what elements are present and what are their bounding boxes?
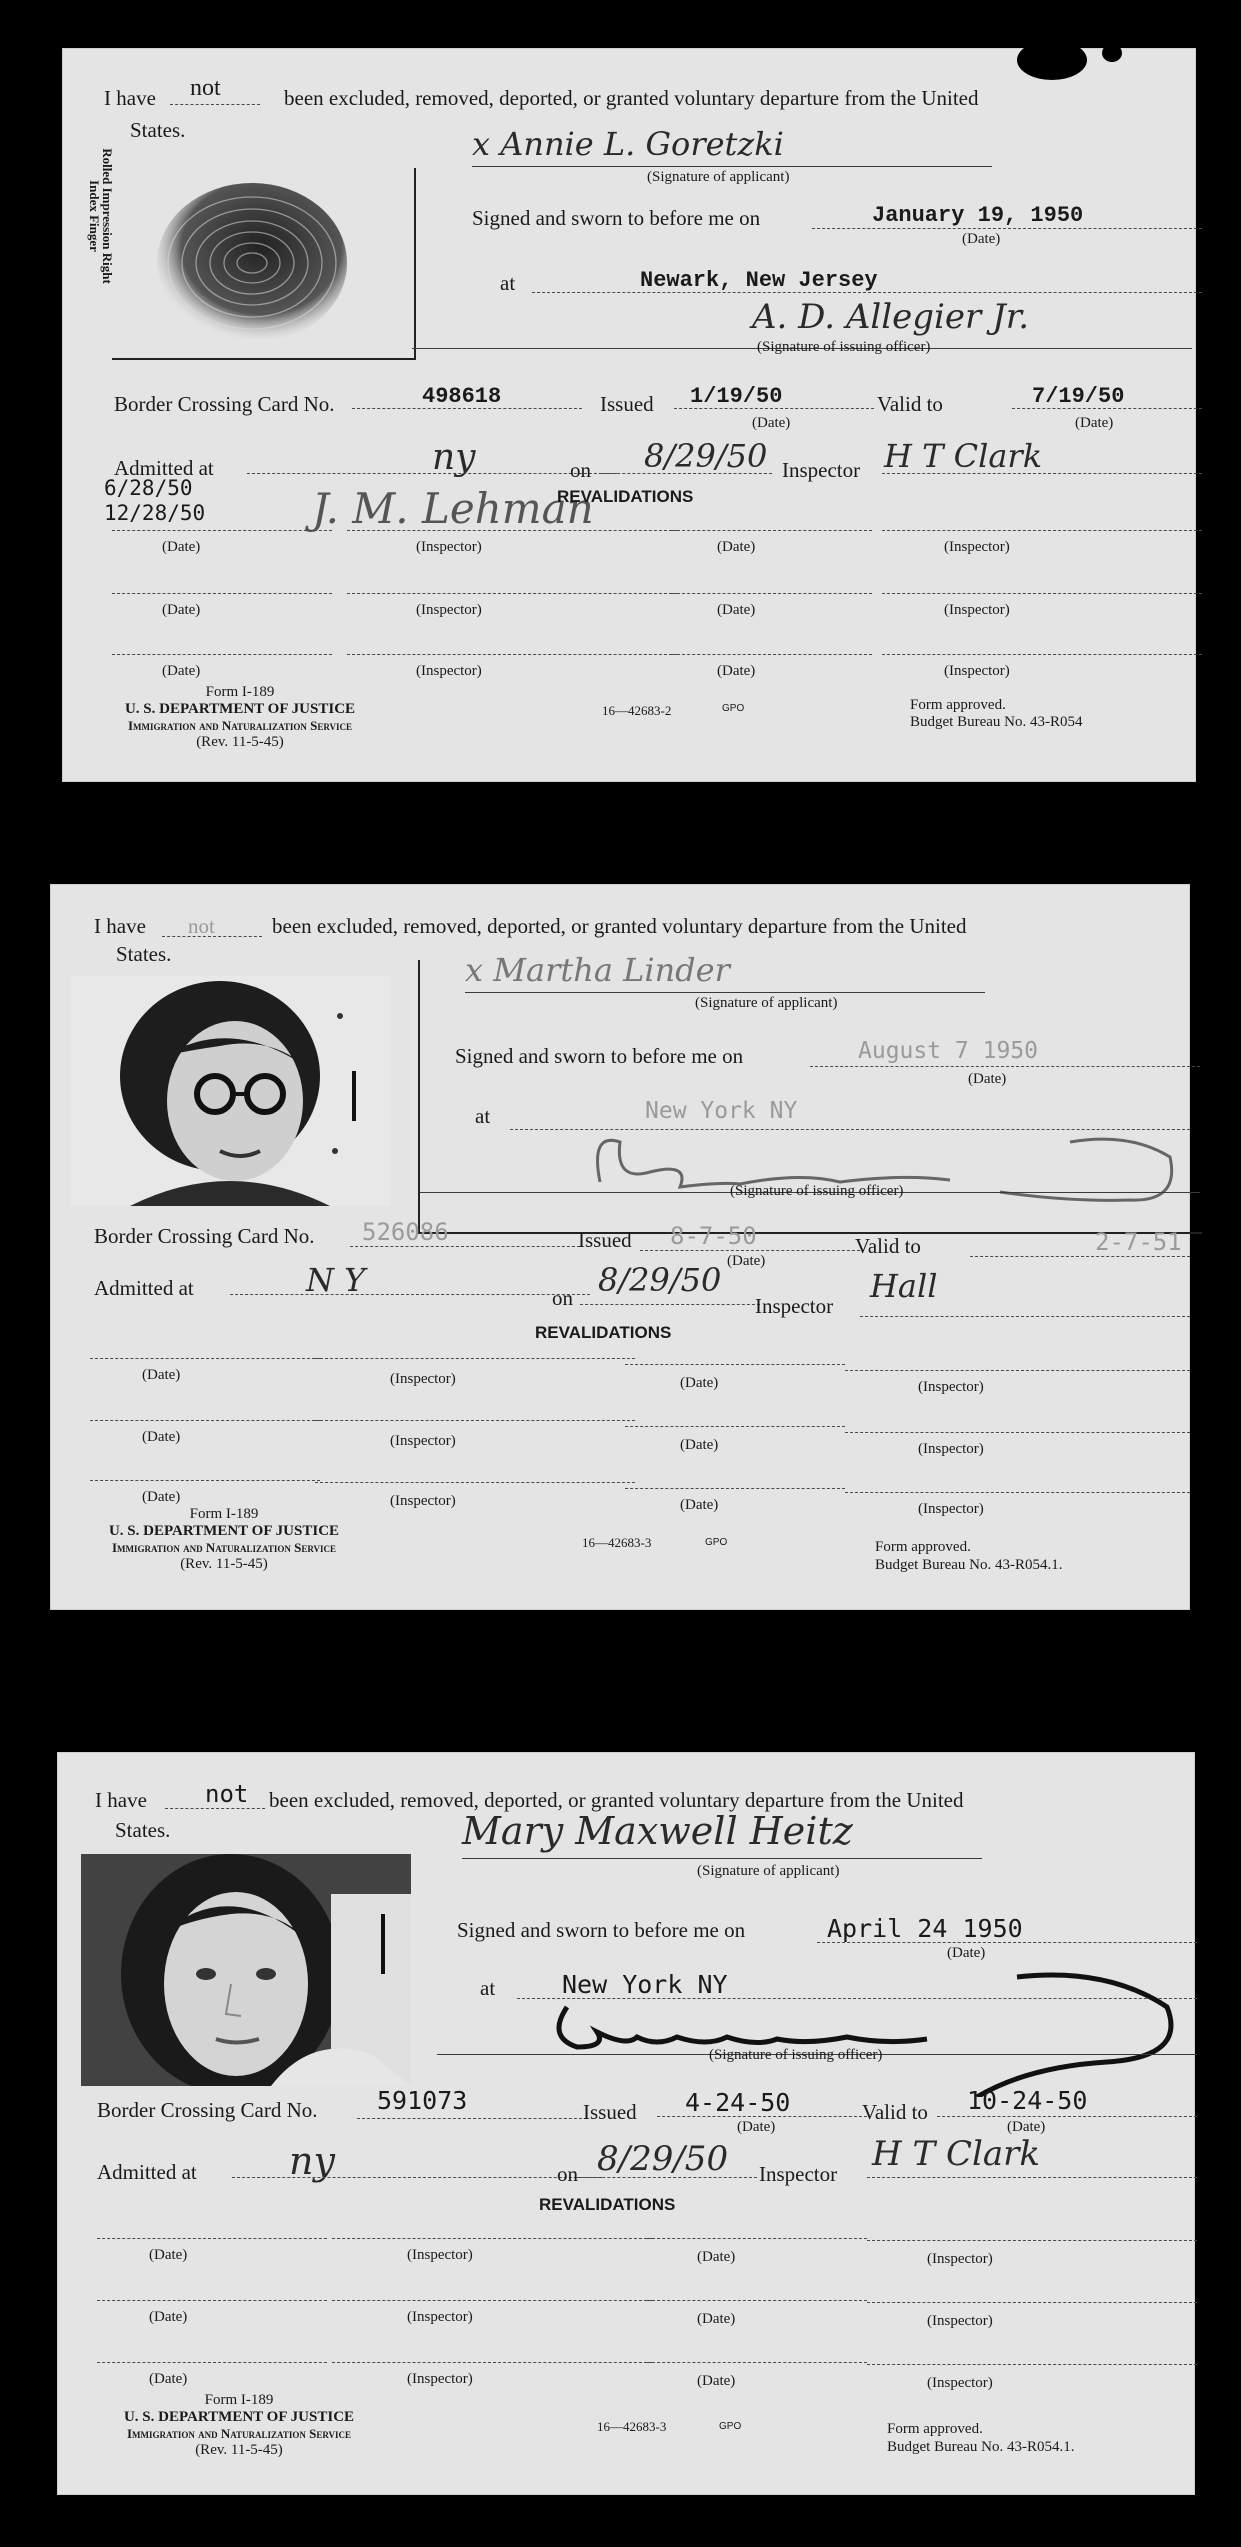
revision: (Rev. 11-5-45) [180,1556,268,1572]
issued-line [640,1250,860,1251]
reval-line [347,593,677,594]
form-approved: Form approved. [875,1539,971,1555]
card-no: 591073 [377,2086,468,2115]
service: Immigration and Naturalization Service [111,1540,337,1555]
form-number: Form I-189 [189,1506,259,1522]
statement-cont: States. [115,1818,171,1842]
valid-date-caption: (Date) [1007,2119,1046,2135]
reval-line [867,2364,1197,2365]
applicant-photo [70,976,390,1206]
issued-line [674,408,874,409]
valid-label: Valid to [877,392,943,416]
reval-line [97,2238,327,2239]
reval-line [97,2362,327,2363]
statement-cont: States. [130,118,186,142]
officer-caption: (Signature of issuing officer) [757,339,931,355]
issued-label: Issued [578,1228,632,1252]
statement-cont: States. [116,942,172,966]
budget-bureau: Budget Bureau No. 43-R054.1. [875,1557,1063,1573]
admitted-label: Admitted at [114,456,214,480]
inspector-sig: H T Clark [884,437,1043,475]
reval-date-label: (Date) [717,602,756,618]
statement-prefix: I have [94,914,146,938]
sworn-date: January 19, 1950 [872,203,1084,228]
not-word: not [190,75,221,101]
reval-date-label: (Date) [697,2373,736,2389]
inspector-label: Inspector [759,2162,838,2186]
reval-date-label: (Date) [697,2249,736,2265]
on-label: on [557,2162,578,2186]
form-approved: Form approved. [887,2421,983,2437]
not-underline [170,104,260,105]
reval-date-label: (Date) [717,539,756,555]
place-line [532,292,1202,293]
form-footer [69,2392,409,2459]
sworn-date-line [810,1066,1200,1067]
not-underline [165,1808,265,1809]
reval-line [347,654,677,655]
inspector-line [860,1316,1190,1317]
reval-line [332,2362,652,2363]
on-line [580,1304,760,1305]
reval-line [647,2300,867,2301]
signature-line [472,166,992,167]
reval-inspector-label: (Inspector) [927,2375,993,2391]
border-crossing-card-3 [57,1752,1195,2495]
reval-date-label: (Date) [697,2311,736,2327]
reval-inspector-label: (Inspector) [918,1379,984,1395]
reval-inspector-label: (Inspector) [918,1441,984,1457]
valid-label: Valid to [855,1234,921,1258]
reval-line [90,1358,320,1359]
torn-corner [1102,44,1122,62]
reval-line [845,1432,1190,1433]
applicant-signature: x Annie L. Goretzki [472,125,784,163]
reval-line [672,654,872,655]
service: Immigration and Naturalization Service [127,718,353,733]
reval-line [882,530,1202,531]
card-no-line [352,408,582,409]
applicant-signature: x Martha Linder [465,951,730,989]
reval-inspector-label: (Inspector) [416,539,482,555]
not-word: not [188,914,215,938]
card-no-line [350,1246,580,1247]
reval-inspector-label: (Inspector) [390,1493,456,1509]
reval-inspector-label: (Inspector) [944,602,1010,618]
revision: (Rev. 11-5-45) [196,734,284,750]
sworn-date-line [817,1942,1197,1943]
statement-prefix: I have [95,1788,147,1812]
admitted-line [247,473,617,474]
issued-line [657,2116,867,2117]
card-no-label: Border Crossing Card No. [94,1224,315,1248]
reval-inspector-label: (Inspector) [407,2247,473,2263]
inspector-label: Inspector [782,458,861,482]
reval-inspector-label: (Inspector) [416,602,482,618]
department: U. S. DEPARTMENT OF JUSTICE [124,701,356,717]
reval-date-label: (Date) [149,2371,188,2387]
admitted-line [232,2177,602,2178]
reval-line [332,2238,652,2239]
applicant-signature: Mary Maxwell Heitz [462,1809,853,1853]
revalidations-label: REVALIDATIONS [557,487,694,506]
applicant-sig-caption: (Signature of applicant) [647,169,790,185]
on-line [602,473,772,474]
fingerprint-image [112,178,352,378]
reval-date-label: (Date) [162,602,201,618]
reval-line [647,2362,867,2363]
applicant-photo [81,1854,411,2086]
officer-caption: (Signature of issuing officer) [730,1183,904,1199]
gpo-code: 16—42683-3 [597,2419,667,2434]
department: U. S. DEPARTMENT OF JUSTICE [108,1523,340,1539]
statement-prefix: I have [104,86,156,110]
reval-line [315,1482,635,1483]
date-caption: (Date) [968,1071,1007,1087]
reval-line [672,530,872,531]
on-label: on [570,458,591,482]
revision: (Rev. 11-5-45) [195,2442,283,2458]
form-footer [70,684,410,751]
valid-line [970,1256,1190,1257]
reval-line [347,530,677,531]
sworn-date: April 24 1950 [827,1914,1023,1943]
form-number: Form I-189 [204,2392,274,2408]
form-number: Form I-189 [205,684,275,700]
inspector-label: Inspector [755,1294,834,1318]
reval-line [882,593,1202,594]
revalidations-label: REVALIDATIONS [535,1323,672,1342]
at-label: at [500,271,516,295]
valid-label: Valid to [862,2100,928,2124]
reval-date-label: (Date) [162,539,201,555]
valid-date: 10-24-50 [967,2086,1088,2115]
reval-date-label: (Date) [149,2247,188,2263]
place: Newark, New Jersey [640,268,878,293]
issued-date: 4-24-50 [685,2088,791,2117]
valid-date-caption: (Date) [1075,415,1114,431]
sworn-label: Signed and sworn to before me on [457,1918,746,1942]
reval-line [625,1488,845,1489]
reval-inspector-label: (Inspector) [407,2371,473,2387]
fingerprint-caption: Rolled Impression Right Index Finger [87,148,115,284]
reval-inspector-label: (Inspector) [390,1371,456,1387]
sworn-date-line [812,228,1202,229]
gpo-code: 16—42683-3 [582,1535,652,1550]
extra-date: 6/28/50 [104,476,193,500]
reval-date-label: (Date) [680,1437,719,1453]
valid-line [1012,408,1202,409]
reval-date-label: (Date) [142,1429,181,1445]
card-no-label: Border Crossing Card No. [97,2098,318,2122]
officer-signature-scribble [547,1967,1197,2097]
issued-label: Issued [600,392,654,416]
budget-bureau: Budget Bureau No. 43-R054.1. [887,2439,1075,2455]
admitted-date: 8/29/50 [644,437,768,475]
card-no-label: Border Crossing Card No. [114,392,335,416]
reval-line [845,1370,1190,1371]
reval-line [315,1420,635,1421]
revalidations-label: REVALIDATIONS [539,2195,676,2214]
date-caption: (Date) [947,1945,986,1961]
reval-line [625,1426,845,1427]
statement-text: been excluded, removed, deported, or granted voluntary departure from the United [284,86,979,110]
revalidation-signature: J. M. Lehman [312,484,594,533]
reval-line [332,2300,652,2301]
reval-line [112,593,332,594]
at-label: at [475,1104,491,1128]
issued-date-caption: (Date) [752,415,791,431]
border-crossing-card-2 [50,884,1190,1610]
reval-date-label: (Date) [162,663,201,679]
form-approved: Form approved. [910,697,1006,713]
statement-text: been excluded, removed, deported, or granted voluntary departure from the United [272,914,967,938]
extra-date: 12/28/50 [104,501,206,525]
reval-line [90,1420,320,1421]
not-underline [162,936,262,937]
reval-line [867,2302,1197,2303]
date-caption: (Date) [962,231,1001,247]
reval-date-label: (Date) [142,1489,181,1505]
reval-line [112,654,332,655]
card-no-line [357,2118,587,2119]
reval-line [867,2240,1197,2241]
gpo: GPO [722,703,745,714]
gpo-code: 16—42683-2 [602,703,672,718]
valid-date: 2-7-51 [1095,1228,1182,1256]
budget-bureau: Budget Bureau No. 43-R054 [910,714,1083,730]
gpo: GPO [719,2421,742,2432]
valid-line [937,2116,1197,2117]
on-line [577,2177,757,2178]
reval-inspector-label: (Inspector) [927,2313,993,2329]
reval-line [315,1358,635,1359]
on-label: on [552,1286,573,1310]
reval-line [90,1480,320,1481]
officer-caption: (Signature of issuing officer) [709,2047,883,2063]
reval-inspector-label: (Inspector) [918,1501,984,1517]
applicant-sig-caption: (Signature of applicant) [697,1863,840,1879]
reval-inspector-label: (Inspector) [390,1433,456,1449]
valid-date: 7/19/50 [1032,384,1125,409]
service: Immigration and Naturalization Service [126,2426,352,2441]
place: New York NY [645,1098,798,1124]
reval-date-label: (Date) [680,1375,719,1391]
inspector-sig: Hall [870,1267,938,1305]
reval-line [845,1492,1190,1493]
reval-inspector-label: (Inspector) [927,2251,993,2267]
not-word: not [205,1780,249,1808]
admitted-place: N Y [306,1261,366,1299]
admitted-place: ny [289,2139,335,2183]
reval-inspector-label: (Inspector) [944,663,1010,679]
sworn-label: Signed and sworn to before me on [472,206,761,230]
sworn-date: August 7 1950 [858,1038,1039,1064]
card-no: 498618 [422,384,502,409]
place: New York NY [562,1970,728,1999]
at-label: at [480,1976,496,2000]
sworn-label: Signed and sworn to before me on [455,1044,744,1068]
reval-date-label: (Date) [142,1367,181,1383]
inspector-sig: H T Clark [872,2134,1040,2174]
issued-date-caption: (Date) [737,2119,776,2135]
card-no: 526086 [362,1218,449,1246]
admitted-line [230,1294,590,1295]
applicant-sig-caption: (Signature of applicant) [695,995,838,1011]
issued-label: Issued [583,2100,637,2124]
admitted-label: Admitted at [94,1276,194,1300]
reval-line [647,2238,867,2239]
reval-date-label: (Date) [680,1497,719,1513]
inspector-line [867,2177,1197,2178]
reval-date-label: (Date) [149,2309,188,2325]
reval-inspector-label: (Inspector) [944,539,1010,555]
statement-text: been excluded, removed, deported, or granted voluntary departure from the United [269,1788,964,1812]
department: U. S. DEPARTMENT OF JUSTICE [123,2409,355,2425]
issued-date: 1/19/50 [690,384,783,409]
reval-line [625,1364,845,1365]
reval-line [112,530,332,531]
gpo: GPO [705,1537,728,1548]
admitted-date: 8/29/50 [598,1261,722,1299]
issued-date: 8-7-50 [670,1222,757,1250]
admitted-label: Admitted at [97,2160,197,2184]
torn-corner [1017,40,1087,80]
inspector-line [882,473,1202,474]
issued-date-caption: (Date) [727,1253,766,1269]
officer-signature: A. D. Allegier Jr. [752,297,1030,337]
reval-inspector-label: (Inspector) [407,2309,473,2325]
reval-line [672,593,872,594]
form-footer [54,1506,394,1573]
signature-line [462,1858,982,1859]
reval-inspector-label: (Inspector) [416,663,482,679]
admitted-date: 8/29/50 [597,2139,729,2179]
border-crossing-card-1 [62,48,1196,782]
admitted-place: ny [432,437,476,478]
reval-line [882,654,1202,655]
reval-date-label: (Date) [717,663,756,679]
reval-line [97,2300,327,2301]
